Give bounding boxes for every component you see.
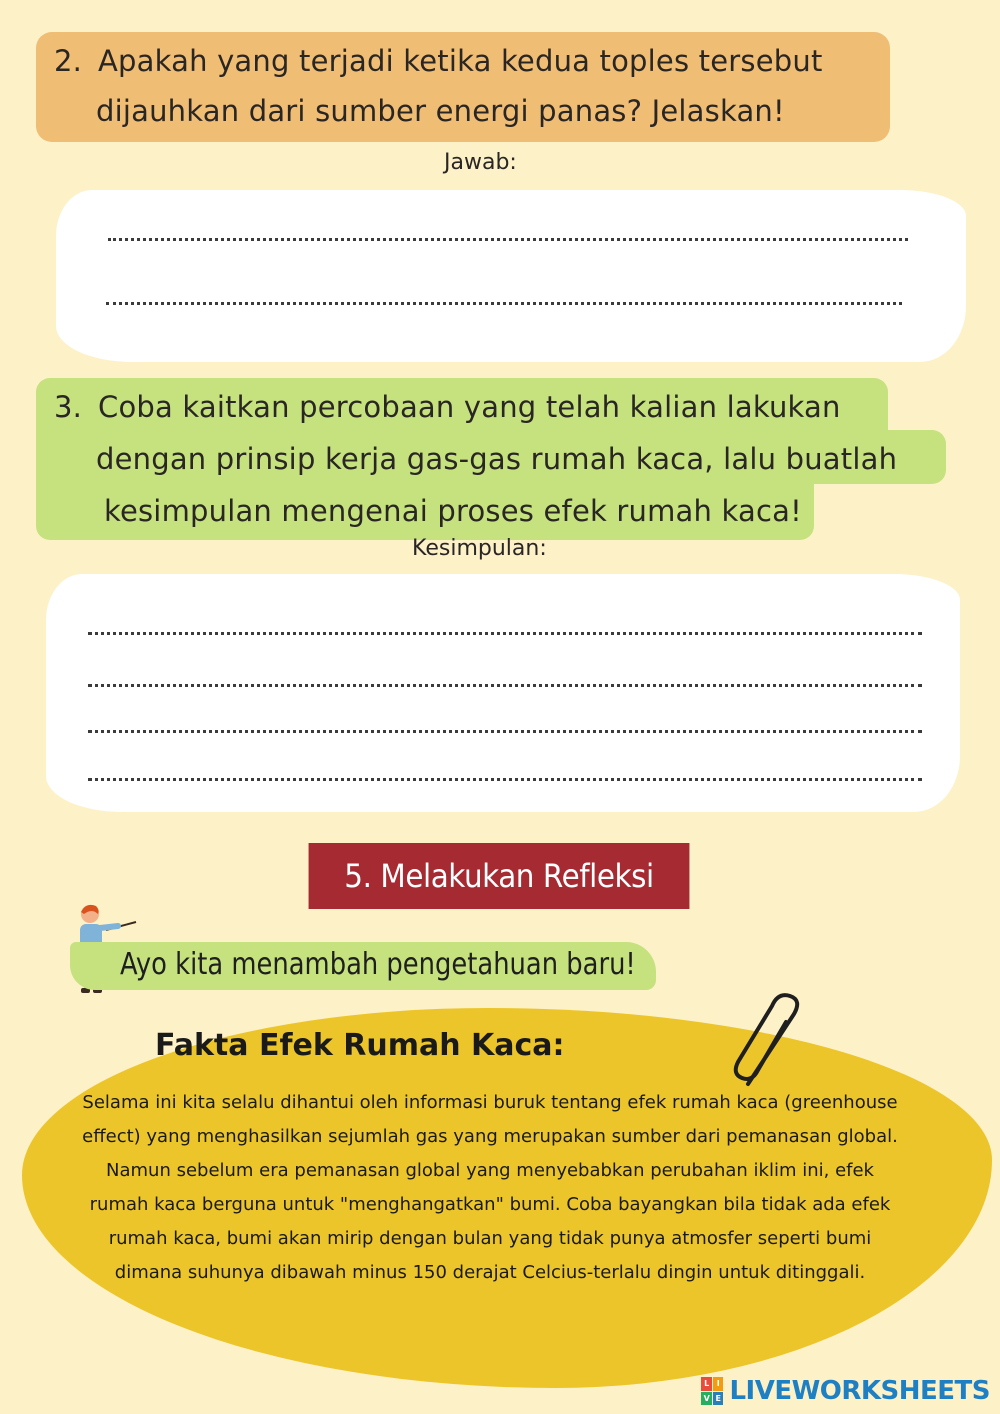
question-2-text <box>54 36 823 86</box>
answer-line[interactable] <box>108 238 908 241</box>
question-3-number: 3. <box>54 390 83 424</box>
answer-area-2[interactable] <box>62 196 960 356</box>
brand-logo-letter: E <box>713 1392 724 1406</box>
section-banner: 5. Melakukan Refleksi <box>309 843 690 909</box>
fact-body: Selama ini kita selalu dihantui oleh informasi buruk tentang efek rumah kaca (greenhouse effect) yang menghasilkan sejumlah gas yang merupakan sumber dari pemanasan global. Namun sebelum era pemanasan global yang menyebabkan perubahan iklim ini, efek rumah kaca berguna untuk "menghangatkan" bumi. Coba bayangkan bila tidak ada efek rumah kaca, bumi akan mirip dengan bulan yang tidak punya atmosfer seperti bumi dimana suhunya dibawah minus 150 derajat Celcius-terlalu dingin untuk ditinggali. <box>82 1092 898 1283</box>
brand-name: LIVEWORKSHEETS <box>729 1376 990 1406</box>
brand-logo-letter: V <box>701 1392 712 1406</box>
fact-title: Fakta Efek Rumah Kaca: <box>155 1028 565 1063</box>
question-2-line-2: dijauhkan dari sumber energi panas? Jelaskan! <box>96 94 785 128</box>
answer-line[interactable] <box>88 730 922 733</box>
answer-line[interactable] <box>88 778 922 781</box>
brand-logo-letter: I <box>713 1377 724 1391</box>
brand-logo-icon <box>701 1377 723 1405</box>
question-2-number: 2. <box>54 44 83 78</box>
question-3-line-3: kesimpulan mengenai proses efek rumah kaca! <box>104 494 802 528</box>
liveworksheets-brand[interactable] <box>701 1376 990 1406</box>
brand-logo-letter: L <box>701 1377 712 1391</box>
answer-area-3[interactable] <box>52 580 954 806</box>
answer-line[interactable] <box>106 302 902 305</box>
answer-label-2: Jawab: <box>444 150 517 175</box>
prompt-text: Ayo kita menambah pengetahuan baru! <box>120 947 636 982</box>
answer-line[interactable] <box>88 684 922 687</box>
question-3-text <box>54 382 841 432</box>
paperclip-icon <box>728 992 812 1092</box>
answer-line[interactable] <box>88 632 922 635</box>
question-2-line-1: Apakah yang terjadi ketika kedua toples tersebut <box>98 44 823 78</box>
question-3-line-2: dengan prinsip kerja gas-gas rumah kaca, lalu buatlah <box>96 442 898 476</box>
answer-label-3: Kesimpulan: <box>412 536 547 561</box>
question-3-line-1: Coba kaitkan percobaan yang telah kalian lakukan <box>98 390 841 424</box>
